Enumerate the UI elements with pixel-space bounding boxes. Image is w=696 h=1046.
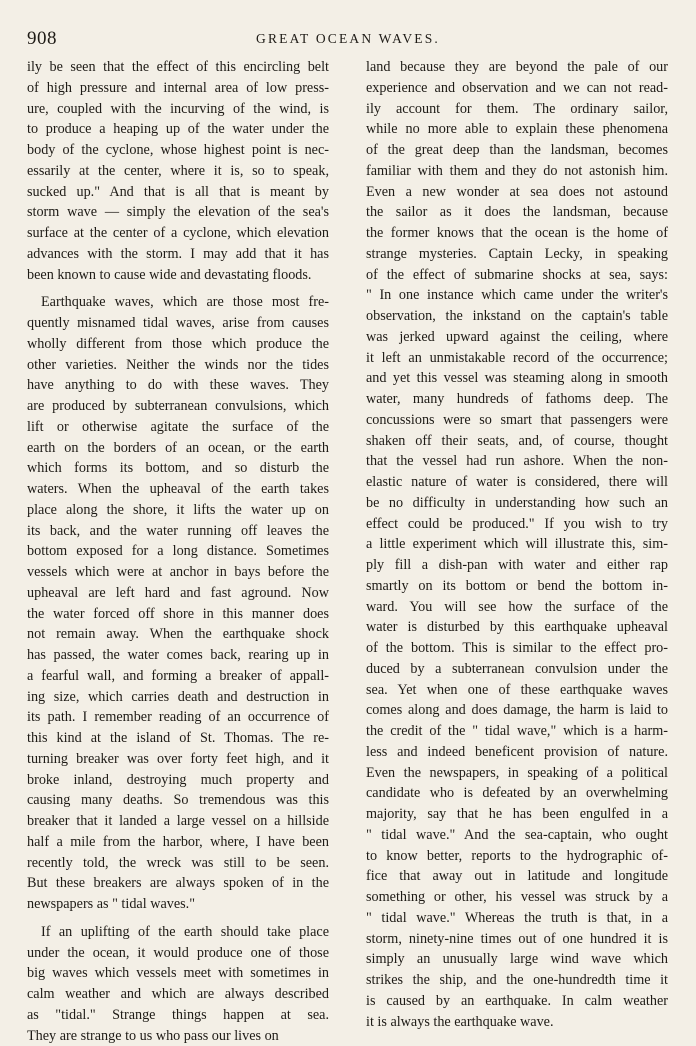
text-line: shaken off their seats, and, of course, thought — [366, 431, 668, 452]
text-line: which forms its bottom, and so disturb the — [27, 458, 329, 479]
left-column — [27, 57, 329, 1046]
text-line: have anything to do with these waves. They — [27, 375, 329, 396]
text-line: of the bottom. This is similar to the effect pro- — [366, 638, 668, 659]
text-line: observation, the inkstand on the captain's table — [366, 306, 668, 327]
text-line: body of the cyclone, whose highest point is nec- — [27, 140, 329, 161]
text-line: something or other, his vessel was struck by a — [366, 887, 668, 908]
text-line: lift or otherwise agitate the surface of the — [27, 417, 329, 438]
text-line: Earthquake waves, which are those most fre- — [27, 292, 329, 313]
text-line: place along the shore, it lifts the water up on — [27, 500, 329, 521]
text-line: They are strange to us who pass our lives on — [27, 1026, 329, 1046]
text-line: the former knows that the ocean is the home of — [366, 223, 668, 244]
text-line: newspapers as " tidal waves." — [27, 894, 329, 915]
text-line: advances with the storm. I may add that it has — [27, 244, 329, 265]
text-line: upheaval are left hard and fast aground. Now — [27, 583, 329, 604]
text-line: elastic nature of water is considered, there will — [366, 472, 668, 493]
text-line: But these breakers are always spoken of in the — [27, 873, 329, 894]
text-line: duced by a subterranean convulsion under the — [366, 659, 668, 680]
text-line: been known to cause wide and devastating floods. — [27, 265, 329, 286]
text-line: wholly different from those which produce the — [27, 334, 329, 355]
text-line: storm, ninety-nine times out of one hundred it is — [366, 929, 668, 950]
text-line: calm weather and which are always described — [27, 984, 329, 1005]
running-head: GREAT OCEAN WAVES. — [0, 31, 696, 47]
text-line: broke inland, destroying much property and — [27, 770, 329, 791]
text-line: a fearful wall, and forming a breaker of appall- — [27, 666, 329, 687]
text-line: while no more able to explain these phenomena — [366, 119, 668, 140]
text-line: big waves which vessels meet with sometimes in — [27, 963, 329, 984]
text-line: " tidal wave." Whereas the truth is that, in a — [366, 908, 668, 929]
text-line: Even a new wonder at sea does not astound — [366, 182, 668, 203]
text-line: majority, say that he has been engulfed in a — [366, 804, 668, 825]
text-line: to know better, reports to the hydrographic of- — [366, 846, 668, 867]
text-line: turning breaker was over forty feet high, and it — [27, 749, 329, 770]
text-line: vessels which were at anchor in bays before the — [27, 562, 329, 583]
text-line: it left an unmistakable record of the occurrence; — [366, 348, 668, 369]
text-line: water is disturbed by this earthquake upheaval — [366, 617, 668, 638]
text-line: it is always the earthquake wave. — [366, 1012, 668, 1033]
text-line: concussions were so smart that passengers were — [366, 410, 668, 431]
text-line: ily account for them. The ordinary sailor, — [366, 99, 668, 120]
text-line: to produce a heaping up of the water under the — [27, 119, 329, 140]
right-column — [366, 57, 668, 1032]
text-line: sucked up." And that is all that is meant by — [27, 182, 329, 203]
text-line: of high pressure and internal area of low press- — [27, 78, 329, 99]
text-line: strange mysteries. Captain Lecky, in speaking — [366, 244, 668, 265]
text-line: the credit of the " tidal wave," which is a harm- — [366, 721, 668, 742]
paragraph — [27, 57, 329, 285]
text-line: half a mile from the harbor, where, I have been — [27, 832, 329, 853]
text-line: bottom exposed for a long distance. Sometimes — [27, 541, 329, 562]
text-line: waters. When the upheaval of the earth takes — [27, 479, 329, 500]
text-line: smartly on its bottom or bend the bottom in- — [366, 576, 668, 597]
text-line: of the great deep than the landsman, becomes — [366, 140, 668, 161]
text-line: recently told, the wreck was still to be seen. — [27, 853, 329, 874]
page-number: 908 — [27, 28, 57, 50]
text-line: familiar with them and they do not astonish him. — [366, 161, 668, 182]
text-line: less and indeed beneficent provision of nature. — [366, 742, 668, 763]
text-line: sea. Yet when one of these earthquake waves — [366, 680, 668, 701]
text-line: comes along and does damage, the harm is laid to — [366, 700, 668, 721]
text-line: breaker that it landed a large vessel on a hillside — [27, 811, 329, 832]
text-line: of the effect of submarine shocks at sea, says: — [366, 265, 668, 286]
text-line: essarily at the center, where it is, so to speak, — [27, 161, 329, 182]
text-line: quently misnamed tidal waves, arise from causes — [27, 313, 329, 334]
text-line: experience and observation and we can not read- — [366, 78, 668, 99]
text-line: water, many hundreds of fathoms deep. The — [366, 389, 668, 410]
text-line: strikes the ship, and the one-hundredth time it — [366, 970, 668, 991]
text-line: and yet this vessel was steaming along in smooth — [366, 368, 668, 389]
text-line: effect could be produced." If you wish to try — [366, 514, 668, 535]
text-line: " tidal wave." And the sea-captain, who ought — [366, 825, 668, 846]
text-line: land because they are beyond the pale of our — [366, 57, 668, 78]
text-line: this kind at the island of St. Thomas. The re- — [27, 728, 329, 749]
text-line: other varieties. Neither the winds nor the tides — [27, 355, 329, 376]
text-line: " In one instance which came under the writer's — [366, 285, 668, 306]
text-line: causing many deaths. So tremendous was this — [27, 790, 329, 811]
text-line: is caused by an earthquake. In calm weather — [366, 991, 668, 1012]
text-line: has passed, the water comes back, rearing up in — [27, 645, 329, 666]
text-line: ure, coupled with the incurving of the wind, is — [27, 99, 329, 120]
text-line: its back, and the water running off leaves the — [27, 521, 329, 542]
text-line: candidate who is defeated by an overwhelming — [366, 783, 668, 804]
text-line: If an uplifting of the earth should take place — [27, 922, 329, 943]
text-line: surface at the center of a cyclone, which elevation — [27, 223, 329, 244]
text-line: simply an unusually large wind wave which — [366, 949, 668, 970]
text-line: ply fill a dish-pan with water and either rap — [366, 555, 668, 576]
text-line: earth on the borders of an ocean, or the earth — [27, 438, 329, 459]
paragraph — [27, 292, 329, 915]
text-line: storm wave — simply the elevation of the sea's — [27, 202, 329, 223]
text-line: a little experiment which will illustrate this, sim- — [366, 534, 668, 555]
text-line: Even the newspapers, in speaking of a political — [366, 763, 668, 784]
text-line: be no difficulty in understanding how such an — [366, 493, 668, 514]
text-line: not remain away. When the earthquake shock — [27, 624, 329, 645]
paragraph — [27, 922, 329, 1046]
text-line: under the ocean, it would produce one of those — [27, 943, 329, 964]
text-line: are produced by subterranean convulsions, which — [27, 396, 329, 417]
text-line: ward. You will see how the surface of the — [366, 597, 668, 618]
text-line: its path. I remember reading of an occurrence of — [27, 707, 329, 728]
text-line: ily be seen that the effect of this encircling belt — [27, 57, 329, 78]
text-line: was jerked upward against the ceiling, where — [366, 327, 668, 348]
text-line: fice that away out in latitude and longitude — [366, 866, 668, 887]
paragraph — [366, 57, 668, 1032]
text-line: that the vessel had run ashore. When the non- — [366, 451, 668, 472]
text-line: ing size, which carries death and destruction in — [27, 687, 329, 708]
text-line: as "tidal." Strange things happen at sea. — [27, 1005, 329, 1026]
text-line: the sailor as it does the landsman, because — [366, 202, 668, 223]
text-line: the water forced off shore in this manner does — [27, 604, 329, 625]
